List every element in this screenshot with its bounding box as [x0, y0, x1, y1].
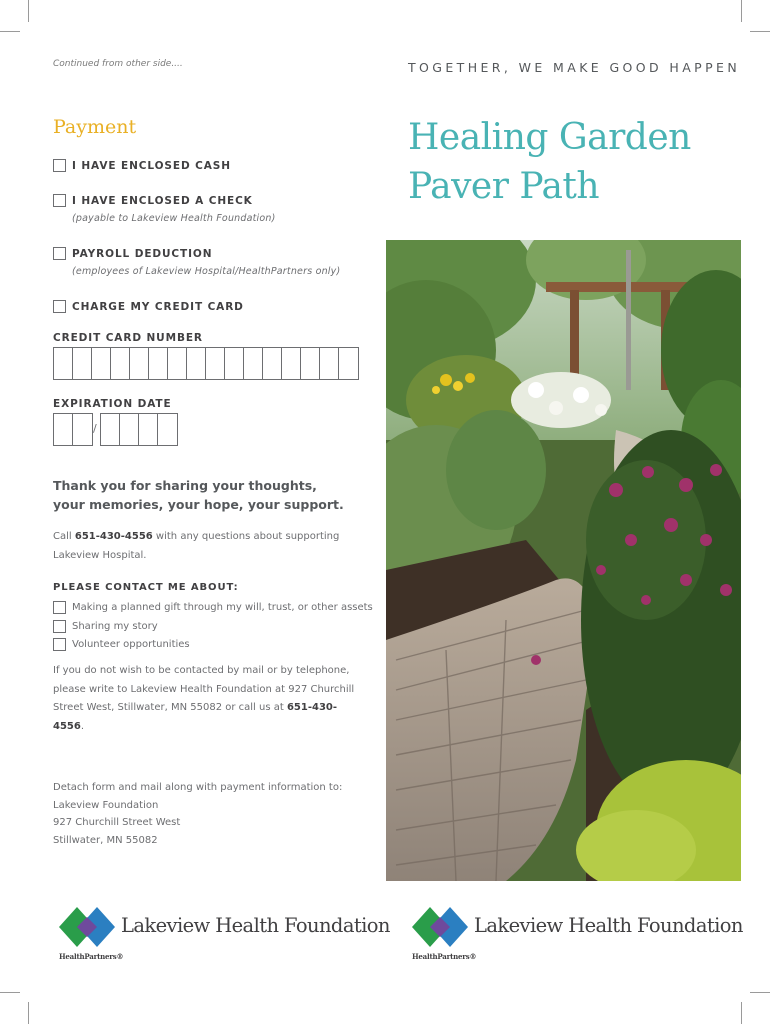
checkbox[interactable]	[53, 601, 66, 614]
digit-box[interactable]	[158, 414, 177, 445]
credit-card-number-field[interactable]	[53, 347, 359, 380]
garden-path-photo	[386, 240, 741, 881]
contact-option-story[interactable]	[53, 620, 158, 633]
payment-option-payroll[interactable]	[53, 247, 212, 260]
crop-mark	[0, 992, 20, 993]
digit-box[interactable]	[339, 348, 358, 379]
logo-parent-brand: HealthPartners®	[59, 952, 124, 961]
opt-out-text: If you do not wish to be contacted by mail or by telephone, please write to Lakeview Health Foundation at 927 Churchill Street West, Stillwater, MN 55082 or call us at	[53, 665, 355, 713]
option-label: I HAVE ENCLOSED CASH	[72, 159, 231, 172]
digit-box[interactable]	[168, 348, 187, 379]
crop-mark	[750, 992, 770, 993]
crop-mark	[741, 0, 742, 22]
checkbox[interactable]	[53, 247, 66, 260]
foundation-logo	[59, 905, 390, 961]
digit-box[interactable]	[130, 348, 149, 379]
digit-box[interactable]	[149, 348, 168, 379]
mailing-instructions	[53, 779, 342, 849]
contact-option-label: Volunteer opportunities	[72, 639, 190, 650]
contact-heading: PLEASE CONTACT ME ABOUT:	[53, 582, 239, 593]
checkbox[interactable]	[53, 300, 66, 313]
payment-option-check[interactable]	[53, 194, 253, 207]
opt-out-notice	[53, 662, 358, 736]
option-note: (payable to Lakeview Health Foundation)	[72, 213, 276, 224]
call-info	[53, 528, 363, 565]
thank-you-message: Thank you for sharing your thoughts, your memories, your hope, your support.	[53, 478, 344, 512]
digit-box[interactable]	[225, 348, 244, 379]
digit-box[interactable]	[101, 414, 120, 445]
option-note: (employees of Lakeview Hospital/HealthPartners only)	[72, 266, 341, 277]
crop-mark	[28, 0, 29, 22]
digit-box[interactable]	[301, 348, 320, 379]
digit-box[interactable]	[73, 414, 92, 445]
digit-box[interactable]	[244, 348, 263, 379]
page-title	[408, 113, 691, 211]
credit-card-label: CREDIT CARD NUMBER	[53, 332, 203, 344]
option-label: I HAVE ENCLOSED A CHECK	[72, 194, 253, 207]
contact-option-planned-gift[interactable]	[53, 601, 373, 614]
contact-option-label: Sharing my story	[72, 621, 158, 632]
call-prefix: Call	[53, 531, 75, 542]
crop-mark	[741, 1002, 742, 1024]
logo-name: Lakeview Health Foundation	[474, 914, 743, 937]
crop-mark	[0, 31, 20, 32]
digit-box[interactable]	[54, 348, 73, 379]
title-line: Paver Path	[408, 166, 600, 207]
call-phone: 651-430-4556	[74, 531, 153, 542]
digit-box[interactable]	[263, 348, 282, 379]
checkbox[interactable]	[53, 638, 66, 651]
payment-option-cash[interactable]	[53, 159, 231, 172]
payment-heading: Payment	[53, 116, 137, 138]
digit-box[interactable]	[92, 348, 111, 379]
digit-box[interactable]	[54, 414, 73, 445]
logo-name: Lakeview Health Foundation	[121, 914, 390, 937]
payment-option-credit-card[interactable]	[53, 300, 244, 313]
expiration-label: EXPIRATION DATE	[53, 398, 172, 410]
digit-box[interactable]	[320, 348, 339, 379]
foundation-logo	[412, 905, 743, 961]
digit-box[interactable]	[282, 348, 301, 379]
mail-line: Stillwater, MN 55082	[53, 834, 158, 846]
checkbox[interactable]	[53, 194, 66, 207]
opt-out-end: .	[80, 720, 85, 732]
diamond-logo-icon	[59, 905, 119, 949]
title-line: Healing Garden	[408, 117, 691, 158]
digit-box[interactable]	[120, 414, 139, 445]
tagline: TOGETHER, WE MAKE GOOD HAPPEN	[408, 60, 741, 75]
crop-mark	[28, 1002, 29, 1024]
call-suffix: with any questions about supporting Lakeview Hospital.	[53, 531, 340, 561]
expiration-separator: /	[93, 422, 97, 435]
mail-line: Lakeview Foundation	[53, 799, 159, 811]
mail-line: 927 Churchill Street West	[53, 817, 181, 828]
option-label: CHARGE MY CREDIT CARD	[72, 300, 244, 313]
crop-mark	[750, 31, 770, 32]
continued-note: Continued from other side....	[53, 59, 183, 69]
checkbox[interactable]	[53, 620, 66, 633]
contact-option-volunteer[interactable]	[53, 638, 190, 651]
checkbox[interactable]	[53, 159, 66, 172]
digit-box[interactable]	[73, 348, 92, 379]
digit-box[interactable]	[187, 348, 206, 379]
logo-parent-brand: HealthPartners®	[412, 952, 477, 961]
opt-out-phone: 651-430-4556	[53, 702, 338, 732]
diamond-logo-icon	[412, 905, 472, 949]
contact-option-label: Making a planned gift through my will, trust, or other assets	[72, 602, 373, 613]
digit-box[interactable]	[139, 414, 158, 445]
mail-line: Detach form and mail along with payment information to:	[53, 782, 343, 793]
expiration-year-field[interactable]	[100, 413, 178, 446]
expiration-month-field[interactable]	[53, 413, 93, 446]
option-label: PAYROLL DEDUCTION	[72, 247, 213, 260]
digit-box[interactable]	[111, 348, 130, 379]
digit-box[interactable]	[206, 348, 225, 379]
